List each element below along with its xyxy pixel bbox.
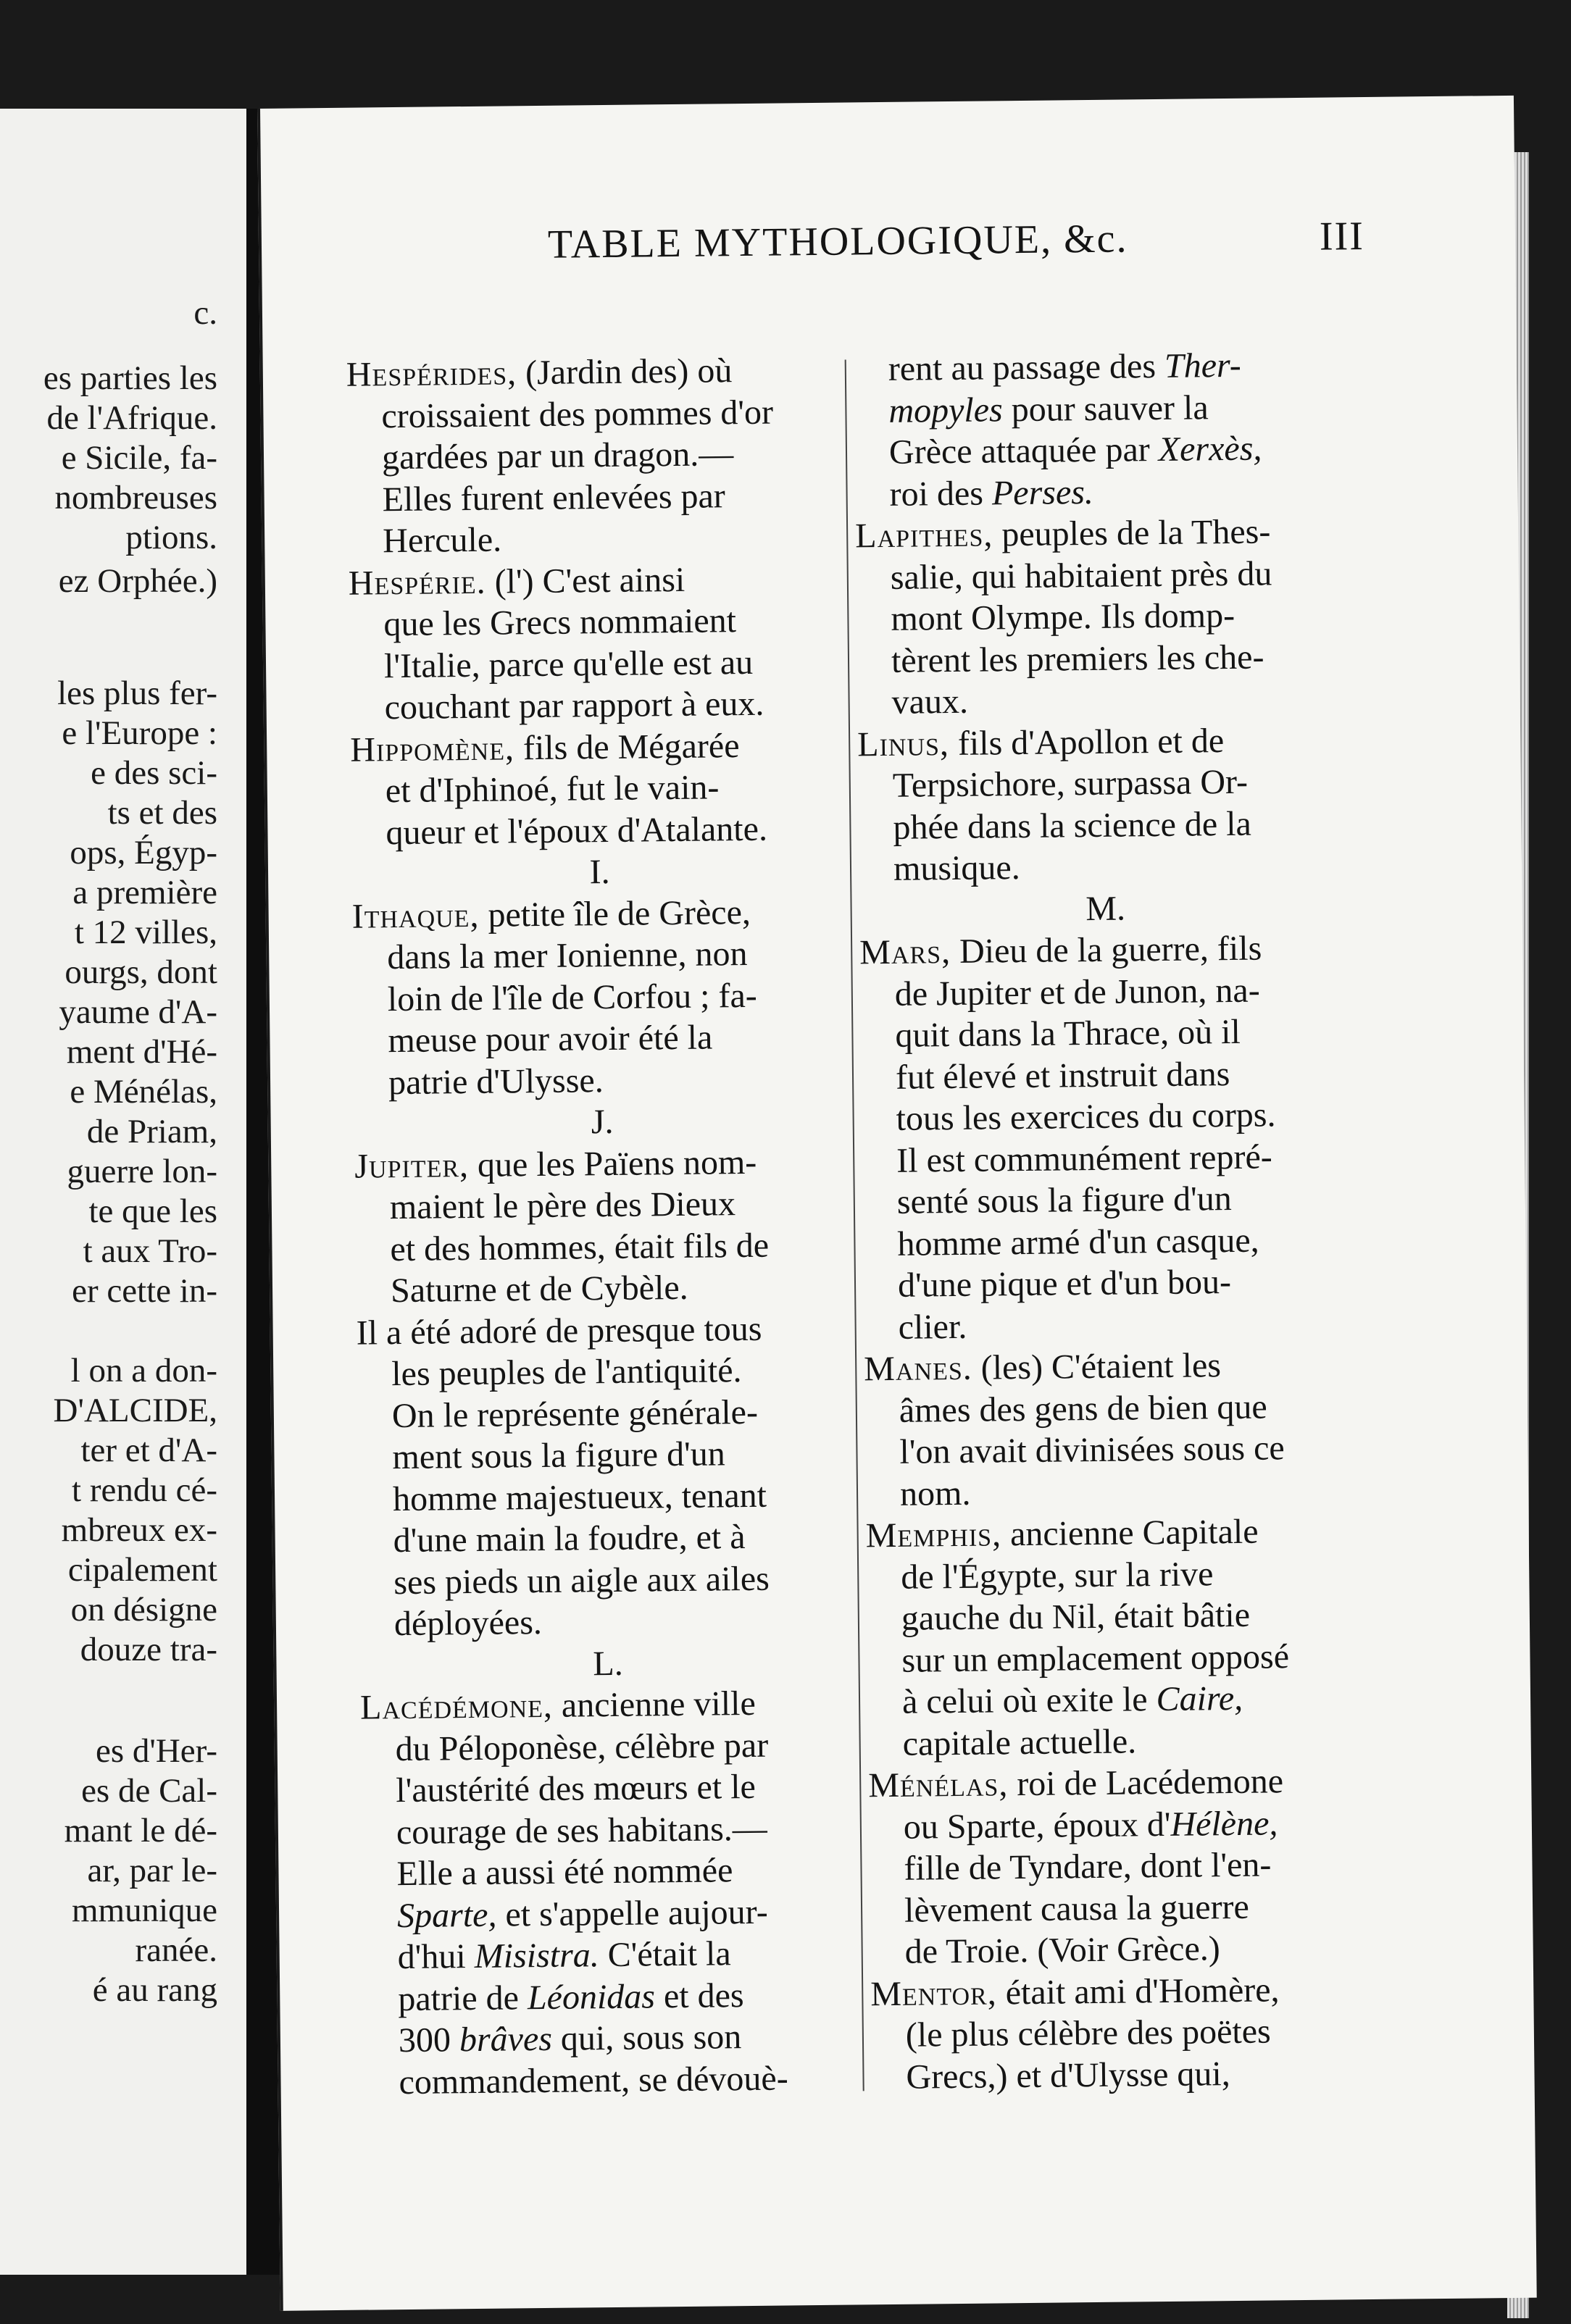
left-page-line: es de Cal- — [81, 1772, 217, 1810]
left-page-line: ops, Égyp- — [70, 834, 217, 872]
entry-hesperides: Hespérides, (Jardin des) où croissaient des pommes d'or gardées par un dragon.— Elles furent enlevées par Hercule. — [346, 351, 774, 561]
headword: Hippomène, — [349, 728, 515, 769]
headword: Mars, — [859, 932, 951, 972]
left-page-line: yaume d'A- — [59, 993, 217, 1031]
left-page-line: t 12 villes, — [74, 914, 217, 951]
left-page-line: t rendu cé- — [72, 1471, 217, 1509]
headword: Linus, — [857, 724, 950, 764]
running-title: TABLE MYTHOLOGIQUE, &c. — [547, 216, 1128, 267]
left-page-line: douze tra- — [80, 1631, 217, 1668]
headword: Hespérides, — [346, 354, 517, 394]
left-page-line: t aux Tro- — [83, 1232, 217, 1270]
entry-manes: Manes. (les) C'étaient les âmes des gens de bien que l'on avait divinisées sous ce nom. — [863, 1346, 1285, 1513]
section-letter-i: I. — [589, 852, 610, 892]
right-page — [257, 96, 1537, 2311]
left-page-line: es d'Her- — [95, 1732, 217, 1770]
left-page-line: es parties les — [43, 359, 217, 397]
left-page-line: e Ménélas, — [70, 1073, 217, 1111]
left-page-line: nombreuses — [54, 479, 217, 517]
headword: Mentor, — [870, 1973, 997, 2013]
left-page-line: te que les — [88, 1192, 217, 1230]
entry-mars: Mars, Dieu de la guerre, fils de Jupiter et de Junon, na- quit dans la Thrace, où il fut élevé et instruit dans tous les exercices du corps. Il est communément repré- senté sous la figure d'un homme armé d'un casque, d'une pique et d'un bou- clier. — [859, 929, 1276, 1347]
column-right — [854, 343, 1364, 2098]
left-page-line: D'ALCIDE, — [53, 1392, 217, 1429]
entry-mentor: Mentor, était ami d'Homère, (le plus célèbre des poëtes Grecs,) et d'Ulysse qui, — [870, 1970, 1280, 2097]
left-page-line: de l'Afrique. — [46, 399, 217, 437]
left-page-line: ptions. — [125, 519, 217, 556]
left-page-line: mant le dé- — [64, 1812, 217, 1849]
headword: Ménélas, — [868, 1765, 1009, 1805]
headword: Lacédémone, — [359, 1686, 554, 1727]
section-letter-l: L. — [593, 1644, 623, 1683]
entry-jupiter: Jupiter, que les Païens nom- maient le père des Dieux et des hommes, était fils de Saturne et de Cybèle. — [354, 1142, 770, 1311]
entry-ithaque: Ithaque, petite île de Grèce, dans la mer Ionienne, non loin de l'île de Corfou ; fa- meuse pour avoir été la patrie d'Ulysse. — [351, 893, 757, 1102]
headword: Manes. — [863, 1348, 973, 1389]
headword: Ithaque, — [351, 895, 480, 936]
entry-menelas: Ménélas, roi de Lacédemone ou Sparte, époux d'Hélène, fille de Tyndare, dont l'en- lèvement causa la guerre de Troie. (Voir Grèce.) — [868, 1762, 1284, 1971]
left-page-line: e des sci- — [91, 754, 217, 792]
left-page-line: les plus fer- — [57, 674, 217, 712]
entry-jupiter-continued: Il a été adoré de presque tous les peuples de l'antiquité. On le représente générale- ment sous la figure d'un homme majestueux, tenant d'une main la foudre, et à ses pieds un aigle aux ailes déployées. — [356, 1309, 770, 1644]
left-page-line: er cette in- — [72, 1272, 217, 1310]
left-page-line: mbreux ex- — [61, 1511, 217, 1549]
entry-lapithes: Lapithes, peuples de la Thes- salie, qui habitaient près du mont Olympe. Ils domp- tèrent les premiers les che- vaux. — [854, 512, 1272, 722]
left-page-line: c. — [193, 294, 217, 332]
left-page-line: ar, par le- — [87, 1852, 217, 1889]
entry-hippomene: Hippomène, fils de Mégarée et d'Iphinoé, fut le vain- queur et l'époux d'Atalante. — [349, 726, 768, 852]
left-page-line: ter et d'A- — [80, 1431, 217, 1469]
headword: Hespérie. — [348, 562, 486, 603]
left-page-line: guerre lon- — [67, 1153, 217, 1190]
entry-hesperie: Hespérie. (l') C'est ainsi que les Grecs nommaient l'Italie, parce qu'elle est au couchant par rapport à eux. — [348, 560, 764, 727]
entry-linus: Linus, fils d'Apollon et de Terpsichore, surpassa Or- phée dans la science de la musique. — [857, 721, 1252, 888]
left-page-line: é au rang — [92, 1971, 217, 2009]
left-page-line: on désigne — [70, 1591, 217, 1629]
left-page-line: de Priam, — [86, 1113, 217, 1150]
headword: Memphis, — [865, 1515, 1002, 1555]
left-page-line: mmunique — [71, 1892, 217, 1929]
headword: Lapithes, — [854, 515, 993, 556]
entry-lacedemone-continued: rent au passage des Ther- mopyles pour sauver la Grèce attaquée par Xerxès, roi des Perses. — [888, 346, 1262, 514]
entry-lacedemone: Lacédémone, ancienne ville du Péloponèse, célèbre par l'austérité des mœurs et le courage de ses habitans.— Elle a aussi été nommée Sparte, et s'appelle aujour- d'hui Misistra. C'était la patrie de Léonidas et des 300 brâves qui, sous son commandement, se dévouè- — [359, 1684, 788, 2102]
left-page-line: e Sicile, fa- — [61, 439, 217, 477]
section-letter-j: J. — [591, 1102, 614, 1142]
left-page-line: ez Orphée.) — [58, 562, 217, 600]
entry-memphis: Memphis, ancienne Capitale de l'Égypte, sur la rive gauche du Nil, était bâtie sur un emplacement opposé à celui où exite le Caire, capitale actuelle. — [865, 1512, 1290, 1763]
left-page-line: l on a don- — [70, 1352, 217, 1389]
left-page-line: a première — [72, 874, 217, 911]
section-letter-m: M. — [1085, 889, 1126, 928]
left-page-line: cipalement — [67, 1551, 217, 1589]
column-left — [346, 349, 861, 2104]
page-number: III — [1319, 214, 1365, 259]
left-page-fragment — [0, 109, 246, 2275]
left-page-line: ranée. — [135, 1931, 217, 1969]
left-page-line: ment d'Hé- — [66, 1033, 217, 1071]
headword: Jupiter, — [354, 1145, 470, 1186]
left-page-line: e l'Europe : — [62, 714, 217, 752]
left-page-line: ourgs, dont — [64, 953, 217, 991]
left-page-line: ts et des — [107, 794, 217, 832]
